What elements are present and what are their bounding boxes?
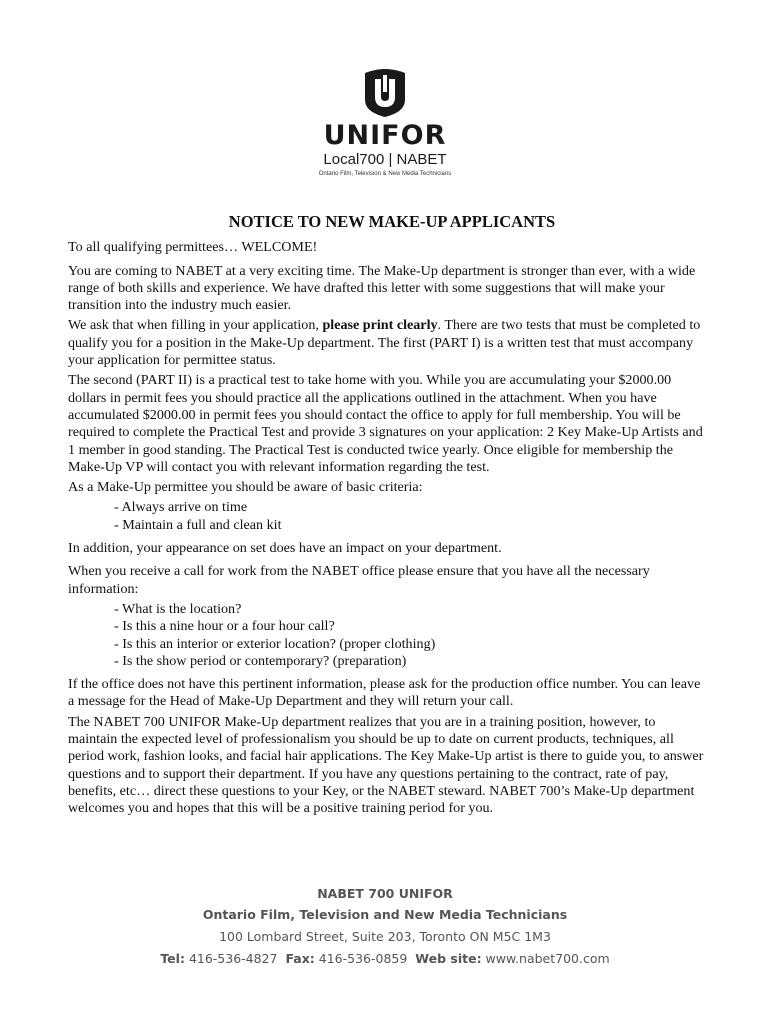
paragraph-practical-test: The second (PART II) is a practical test to take home with you. While you are accumulating your $2000.00 dollars in permit fees you should practice all the applications outlined in the attachment. When you have accumulated $2000.00 in permit fees you should contact the office to apply for full membership. You will be required to complete the Practical Test and provide 3 signatures on your application: 2 Key Make-Up Artists and 1 member in good standing. The Practical Test is conducted twice yearly. Once eligible for membership the Make-Up VP will contact you with relevant information regarding the test. <box>68 372 703 475</box>
paragraph-closing: The NABET 700 UNIFOR Make-Up department realizes that you are in a training position, however, to maintain the expected level of professionalism you should be up to date on current products, techniques, all period work, fashion looks, and facial hair applications. The Key Make-Up artist is there to guide you, to answer questions and to support their department. If you have any questions pertaining to the contract, rate of pay, benefits, etc… direct these questions to your Key, or the NABET steward. NABET 700’s Make-Up department welcomes you and hopes that this will be a positive training period for you. <box>68 713 704 817</box>
letter-body <box>68 213 708 821</box>
criteria-intro: As a Make-Up permittee you should be aware of basic criteria: <box>68 479 423 496</box>
tel-number: 416-536-4827 <box>188 951 278 966</box>
criteria-list <box>114 499 708 534</box>
unifor-shield-icon <box>362 66 408 118</box>
footer-contact <box>120 948 650 970</box>
footer-address: 100 Lombard Street, Suite 203, Toronto ON M5C 1M3 <box>219 929 551 944</box>
unifor-logo <box>300 66 470 179</box>
list-item: - What is the location? <box>114 601 708 618</box>
website-link[interactable]: www.nabet700.com <box>485 951 610 966</box>
logo-tagline: Ontario Film, Television & New Media Technicians <box>318 171 452 177</box>
paragraph-office: If the office does not have this pertinent information, please ask for the production office number. You can leave a message for the Head of Make-Up Department and they will return your call. <box>68 676 701 710</box>
application-text-before: We ask that when filling in your application, <box>68 317 323 334</box>
logo-local: Local700 | NABET <box>323 151 447 168</box>
application-text-after: . There are two tests that must be completed to qualify you for a position in the Make-Up department. The first (PART I) is a written test that must accompany your application for permittee status. <box>68 317 701 369</box>
page-title: NOTICE TO NEW MAKE-UP APPLICANTS <box>228 212 556 231</box>
tel-label: Tel: <box>160 951 185 966</box>
footer-org: NABET 700 UNIFOR <box>317 886 453 901</box>
list-item: - Maintain a full and clean kit <box>114 517 708 534</box>
print-clearly-emphasis: please print clearly <box>322 317 438 334</box>
questions-list <box>114 601 708 670</box>
list-item: - Always arrive on time <box>114 499 708 516</box>
paragraph-appearance: In addition, your appearance on set does have an impact on your department. <box>68 540 502 557</box>
paragraph-application <box>68 317 708 369</box>
list-item: - Is this an interior or exterior location? (proper clothing) <box>114 636 708 653</box>
fax-number: 416-536-0859 <box>318 951 408 966</box>
fax-label: Fax: <box>285 951 315 966</box>
logo-name: UNIFOR <box>323 120 447 151</box>
paragraph-call: When you receive a call for work from the NABET office please ensure that you have all the necessary information: <box>68 563 650 597</box>
footer-subtitle: Ontario Film, Television and New Media Technicians <box>202 907 568 922</box>
letterhead-footer <box>120 884 650 970</box>
list-item: - Is the show period or contemporary? (preparation) <box>114 653 708 670</box>
list-item: - Is this a nine hour or a four hour call? <box>114 618 708 635</box>
greeting: To all qualifying permittees… WELCOME! <box>68 239 318 256</box>
web-label: Web site: <box>415 951 482 966</box>
paragraph-intro: You are coming to NABET at a very exciting time. The Make-Up department is stronger than ever, with a wide range of both skills and experience. We have drafted this letter with some suggestions that will make your transition into the industry much easier. <box>68 262 696 314</box>
